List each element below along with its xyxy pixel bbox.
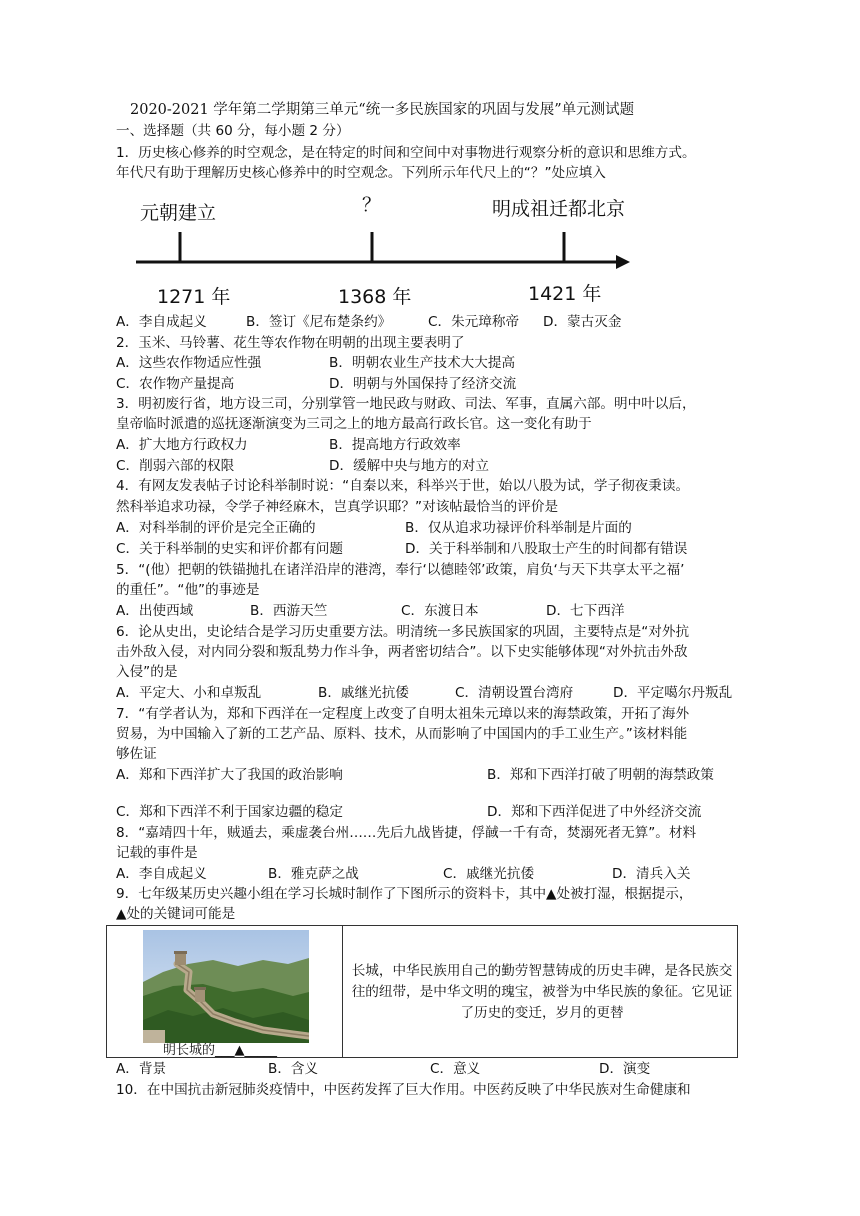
q8-stem-line: 8．“嘉靖四十年，贼遁去，乘虚袭台州……先后九战皆捷，俘馘一千有奇，焚溺死者无算”。材料 <box>116 825 697 841</box>
q9-stem-line: ▲处的关键词可能是 <box>116 906 236 922</box>
q7-stem-line: 7．“有学者认为，郑和下西洋在一定程度上改变了自明太祖朱元璋以来的海禁政策，开拓了海外 <box>116 706 690 722</box>
great-wall-info-card <box>106 925 738 1058</box>
q3-option-d: D．缓解中央与地方的对立 <box>329 458 489 474</box>
q4-option-b: B．仅从追求功禄评价科举制是片面的 <box>405 520 632 536</box>
q2-option-b: B．明朝农业生产技术大大提高 <box>329 355 516 371</box>
q1-option-d: D．蒙古灭金 <box>543 314 622 330</box>
q8-stem-line: 记载的事件是 <box>116 845 198 861</box>
card-divider <box>342 926 343 1057</box>
q7-stem-line: 贸易，为中国输入了新的工艺产品、原料、技术，从而影响了中国国内的手工业生产。”该材料能 <box>116 726 688 742</box>
timeline-axis <box>130 228 634 272</box>
q8-option-b: B．雅克萨之战 <box>268 866 359 882</box>
q9-option-a: A．背景 <box>116 1061 167 1077</box>
q4-stem-line: 4．有网友发表帖子讨论科举制时说：“自秦以来，科举兴于世，始以八股为试，学子彻夜秉读。 <box>116 478 690 494</box>
q5-option-b: B．西游天竺 <box>250 603 328 619</box>
q3-option-a: A．扩大地方行政权力 <box>116 437 248 453</box>
q9-option-d: D．演变 <box>599 1061 651 1077</box>
q2-option-a: A．这些农作物适应性强 <box>116 355 262 371</box>
q5-stem-line: 5．“(他）把朝的铁锚抛扎在诸洋沿岸的港湾，奉行‘以德睦邻’政策，肩负‘与天下共享太平之福’ <box>116 562 685 578</box>
timeline-year: 1271 年 <box>157 286 231 308</box>
card-description: 长城，中华民族用自己的勤劳智慧铸成的历史丰碑，是各民族交往的纽带，是中华文明的瑰宝，被誉为中华民族的象征。它见证了历史的变迁，岁月的更替 <box>351 963 733 1021</box>
q5-option-c: C．东渡日本 <box>401 603 479 619</box>
q6-option-c: C．清朝设置台湾府 <box>455 685 574 701</box>
timeline-event: 元朝建立 <box>140 202 217 224</box>
q2-stem-line: 2．玉米、马铃薯、花生等农作物在明朝的出现主要表明了 <box>116 335 465 351</box>
q7-stem-line: 够佐证 <box>116 746 157 762</box>
q5-stem-line: 的重任”。“他”的事迹是 <box>116 582 260 598</box>
q9-option-b: B．含义 <box>268 1061 319 1077</box>
great-wall-photo <box>143 930 309 1043</box>
q8-option-c: C．戚继光抗倭 <box>443 866 535 882</box>
q1-stem-line: 1．历史核心修养的时空观念，是在特定的时间和空间中对事物进行观察分析的意识和思维方式。 <box>116 145 696 161</box>
timeline-event: 明成祖迁都北京 <box>492 198 626 220</box>
timeline-arrow <box>616 255 630 269</box>
card-caption: 明长城的___▲_____ <box>163 1043 277 1058</box>
q1-option-b: B．签订《尼布楚条约》 <box>246 314 392 330</box>
exam-title: 2020-2021 学年第二学期第三单元“统一多民族国家的巩固与发展”单元测试题 <box>130 102 635 118</box>
q1-stem-line: 年代尺有助于理解历史核心修养中的时空观念。下列所示年代尺上的“？”处应填入 <box>116 165 606 181</box>
q4-option-d: D．关于科举制和八股取士产生的时间都有错误 <box>405 541 688 557</box>
q5-option-d: D．七下西洋 <box>546 603 625 619</box>
q2-option-c: C．农作物产量提高 <box>116 376 235 392</box>
q2-option-d: D．明朝与外国保持了经济交流 <box>329 376 517 392</box>
section-heading: 一、选择题（共 60 分，每小题 2 分） <box>116 123 350 139</box>
q3-stem-line: 皇帝临时派遣的巡抚逐渐演变为三司之上的地方最高行政长官。这一变化有助于 <box>116 416 592 432</box>
q7-option-c: C．郑和下西洋不利于国家边疆的稳定 <box>116 804 343 820</box>
timeline-year: 1421 年 <box>528 283 602 305</box>
timeline-event-unknown: ？ <box>362 194 382 216</box>
q9-stem-line: 9．七年级某历史兴趣小组在学习长城时制作了下图所示的资料卡，其中▲处被打湿，根据提示， <box>116 886 693 902</box>
q6-stem-line: 击外敌入侵，对内同分裂和叛乱势力作斗争，两者密切结合”。以下史实能够体现“对外抗击外敌 <box>116 644 688 660</box>
q3-option-c: C．削弱六部的权限 <box>116 458 235 474</box>
q8-option-a: A．李自成起义 <box>116 866 207 882</box>
q9-option-c: C．意义 <box>430 1061 481 1077</box>
q4-option-a: A．对科举制的评价是完全正确的 <box>116 520 316 536</box>
q6-option-d: D．平定噶尔丹叛乱 <box>613 685 733 701</box>
q1-option-c: C．朱元璋称帝 <box>428 314 520 330</box>
q6-option-a: A．平定大、小和卓叛乱 <box>116 685 262 701</box>
q6-stem-line: 6．论从史出，史论结合是学习历史重要方法。明清统一多民族国家的巩固，主要特点是“对外抗 <box>116 624 690 640</box>
q3-option-b: B．提高地方行政效率 <box>329 437 461 453</box>
q4-stem-line: 然科举追求功禄，令学子神经麻木，岂真学识耶？”对该帖最恰当的评价是 <box>116 499 559 515</box>
q3-stem-line: 3．明初废行省，地方设三司，分别掌管一地民政与财政、司法、军事，直属六部。明中叶以后， <box>116 396 696 412</box>
q8-option-d: D．清兵入关 <box>612 866 691 882</box>
q6-option-b: B．戚继光抗倭 <box>318 685 409 701</box>
q4-option-c: C．关于科举制的史实和评价都有问题 <box>116 541 343 557</box>
q10-stem-line: 10．在中国抗击新冠肺炎疫情中，中医药发挥了巨大作用。中医药反映了中华民族对生命健康和 <box>116 1082 691 1098</box>
q7-option-b: B．郑和下西洋打破了明朝的海禁政策 <box>487 767 714 783</box>
q7-option-d: D．郑和下西洋促进了中外经济交流 <box>487 804 702 820</box>
q5-option-a: A．出使西域 <box>116 603 194 619</box>
q1-option-a: A．李自成起义 <box>116 314 207 330</box>
q6-stem-line: 入侵”的是 <box>116 664 178 680</box>
q7-option-a: A．郑和下西洋扩大了我国的政治影响 <box>116 767 343 783</box>
timeline-year: 1368 年 <box>338 286 412 308</box>
